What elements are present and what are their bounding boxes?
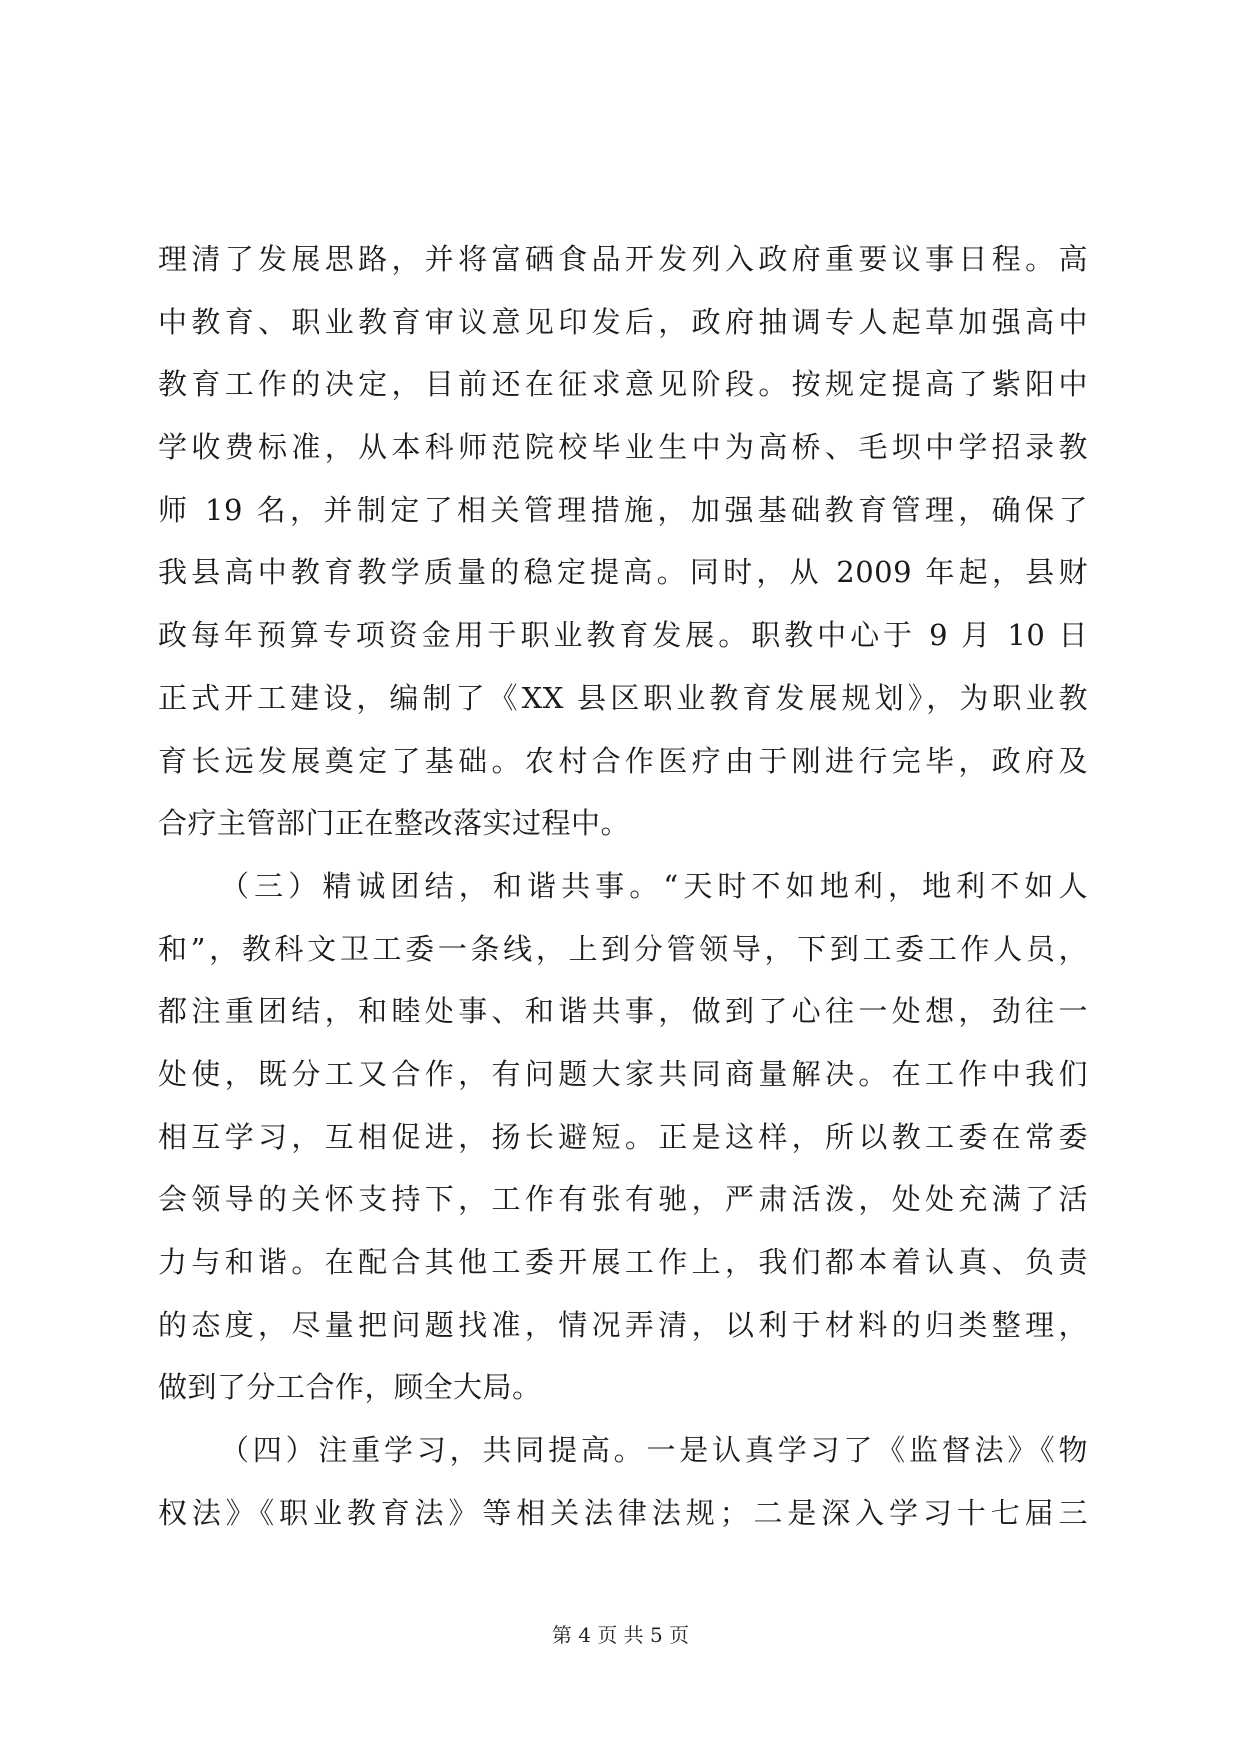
text-line: 权法》《职业教育法》等相关法律法规；二是深入学习十七届三	[158, 1495, 1088, 1530]
paragraph-heading-line: （三）精诚团结，和谐共事。“天时不如地利，地利不如人	[220, 868, 1088, 903]
text-line: 处使，既分工又合作，有问题大家共同商量解决。在工作中我们	[158, 1056, 1088, 1091]
text-line: 力与和谐。在配合其他工委开展工作上，我们都本着认真、负责	[158, 1245, 1088, 1279]
text-line: 政每年预算专项资金用于职业教育发展。职教中心于 9 月 10 日	[158, 618, 1088, 653]
text-line: 师 19 名，并制定了相关管理措施，加强基础教育管理，确保了	[158, 492, 1088, 527]
text-line: 育长远发展奠定了基础。农村合作医疗由于刚进行完毕，政府及	[158, 743, 1088, 778]
text-line-paragraph-end: 合疗主管部门正在整改落实过程中。	[158, 806, 631, 841]
text-line-paragraph-end: 做到了分工合作，顾全大局。	[158, 1370, 542, 1405]
text-line: 会领导的关怀支持下，工作有张有驰，严肃活泼，处处充满了活	[158, 1182, 1088, 1217]
text-line: 都注重团结，和睦处事、和谐共事，做到了心往一处想，劲往一	[158, 994, 1088, 1029]
document-body	[158, 228, 1088, 1544]
text-line: 的态度，尽量把问题找准，情况弄清，以利于材料的归类整理，	[158, 1307, 1088, 1342]
text-line: 我县高中教育教学质量的稳定提高。同时，从 2009 年起，县财	[158, 555, 1088, 590]
text-line: 教育工作的决定，目前还在征求意见阶段。按规定提高了紫阳中	[158, 367, 1088, 402]
page-number-footer: 第 4 页 共 5 页	[551, 1623, 690, 1647]
text-line: 相互学习，互相促进，扬长避短。正是这样，所以教工委在常委	[158, 1119, 1088, 1154]
text-line: 学收费标准，从本科师范院校毕业生中为高桥、毛坝中学招录教	[158, 430, 1088, 465]
text-line: 正式开工建设，编制了《XX 县区职业教育发展规划》，为职业教	[158, 680, 1088, 715]
text-line: 和”，教科文卫工委一条线，上到分管领导，下到工委工作人员，	[158, 931, 1088, 966]
text-line: 理清了发展思路，并将富硒食品开发列入政府重要议事日程。高	[158, 242, 1088, 276]
text-line: 中教育、职业教育审议意见印发后，政府抽调专人起草加强高中	[158, 304, 1088, 339]
paragraph-heading-line: （四）注重学习，共同提高。一是认真学习了《监督法》《物	[220, 1433, 1088, 1468]
